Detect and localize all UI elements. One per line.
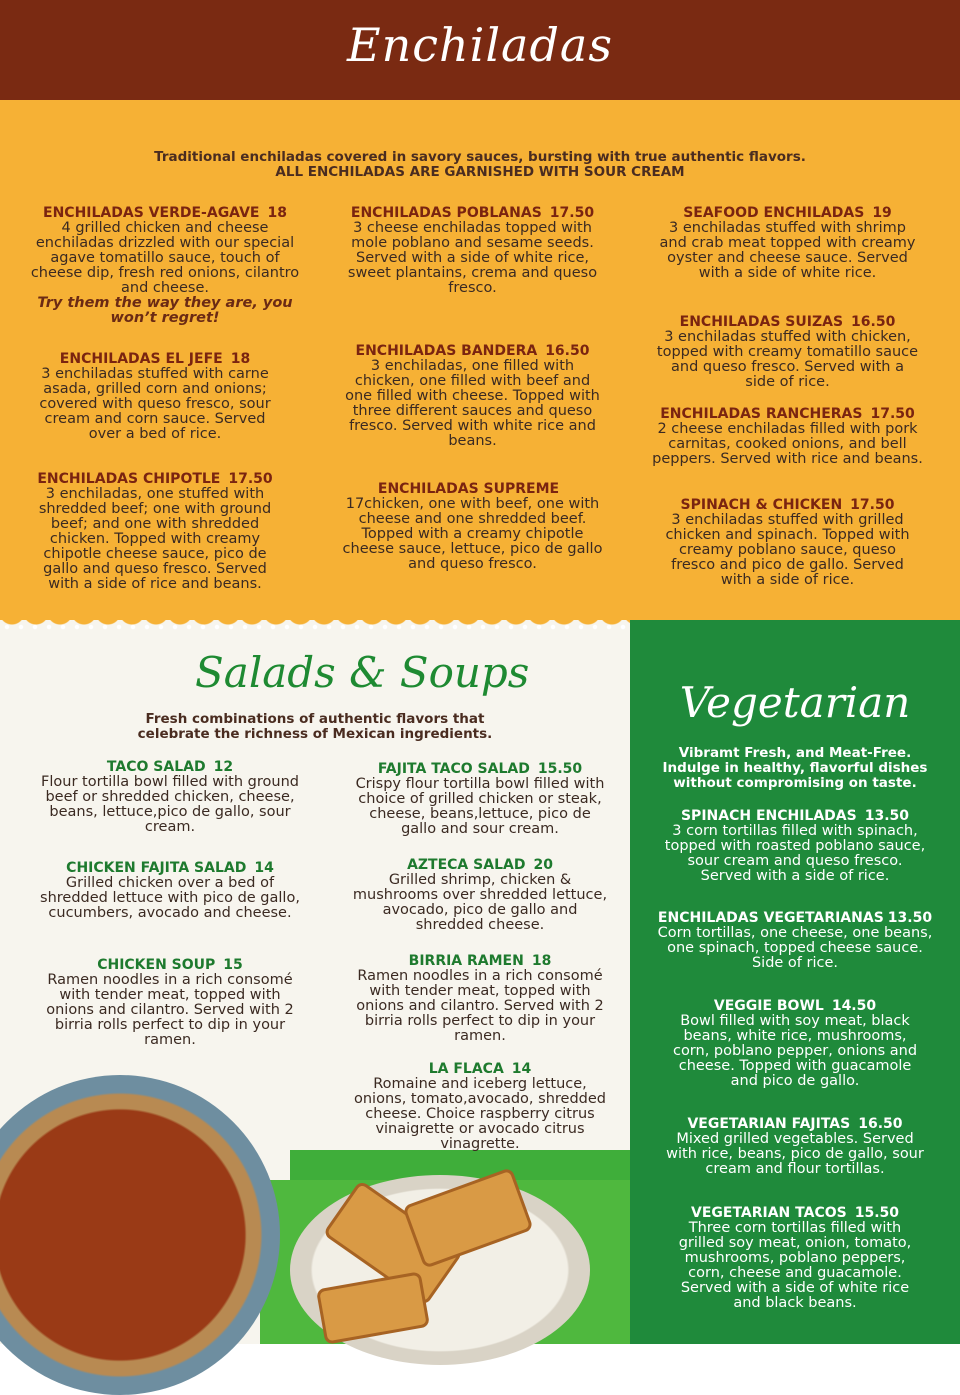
item-description: Crispy flour tortilla bowl filled with choice of grilled chicken or steak, cheese, beans,lettuce, pico de gallo and sour cream. [355,776,605,837]
item-name: ENCHILADAS RANCHERAS [660,406,863,422]
item-name: SEAFOOD ENCHILADAS [683,205,865,221]
item-price: 14 [254,860,274,876]
item-description: 3 enchiladas stuffed with shrimp and crab meat topped with creamy oyster and cheese sauce. Served with a side of white rice. [659,220,916,281]
item-description: Grilled chicken over a bed of shredded lettuce with pico de gallo, cucumbers, avocado and cheese. [40,875,300,921]
divider-dots [0,624,630,630]
item-price: 17.50 [549,205,595,221]
item-price: 20 [533,857,553,873]
item-name: ENCHILADAS CHIPOTLE [37,471,221,487]
item-name: ENCHILADAS VERDE-AGAVE [43,205,260,221]
item-name: AZTECA SALAD [407,857,526,873]
vegetarian-title: Vegetarian [679,678,911,727]
menu-item [35,958,305,1048]
menu-item [350,954,610,1044]
intro-line: Traditional enchiladas covered in savory sauces, bursting with true authentic flavors. [154,149,806,165]
item-price: 18 [230,351,251,367]
item-price: 19 [872,205,892,221]
item-description: 17chicken, one with beef, one with cheese and one shredded beef. Topped with a creamy chipotle cheese sauce, lettuce, pico de gallo and queso fresco. [342,496,603,572]
item-description: 2 cheese enchiladas filled with pork carnitas, cooked onions, and bell peppers. Served with rice and beans. [652,421,923,467]
item-price: 16.50 [851,314,896,330]
item-name: ENCHILADAS SUPREME [377,481,560,497]
item-price: 16.50 [545,343,590,359]
item-price: 17.50 [850,497,895,513]
menu-item [665,1117,925,1177]
item-price: 18 [267,205,287,221]
menu-item [650,407,925,467]
menu-item [350,762,610,837]
item-description: 3 enchiladas stuffed with carne asada, grilled corn and onions; covered with queso fresco, sour cream and corn sauce. Served over a bed of rice. [39,366,271,442]
item-name: VEGETARIAN TACOS [690,1205,847,1221]
intro-line: Fresh combinations of authentic flavors that [145,711,485,727]
menu-item [30,352,280,442]
menu-item [30,206,300,326]
item-name: FAJITA TACO SALAD [377,761,530,777]
item-description: Ramen noodles in a rich consomé with tender meat, topped with onions and cilantro. Served with 2 birria rolls perfect to dip in your ramen. [356,968,604,1044]
item-description: 3 enchiladas, one filled with chicken, one filled with beef and one filled with cheese. Topped with three different sauces and queso fresco. Served with white rice and beans. [345,358,600,449]
item-description: Grilled shrimp, chicken & mushrooms over shredded lettuce, avocado, pico de gallo and shredded cheese. [352,872,608,933]
menu-item [30,472,280,592]
enchiladas-title: Enchiladas [347,18,613,72]
item-name: VEGGIE BOWL [713,998,824,1014]
item-description: Flour tortilla bowl filled with ground beef or shredded chicken, cheese, beans, lettuce,pico de gallo, sour cream. [41,774,299,835]
menu-item [35,760,305,835]
menu-item [340,344,605,449]
salads-intro [130,712,500,742]
item-description: 3 corn tortillas filled with spinach, topped with roasted poblano sauce, sour cream and queso fresco. Served with a side of rice. [664,823,926,884]
item-description: Bowl filled with soy meat, black beans, white rice, mushrooms, corn, poblano pepper, onions and cheese. Topped with guacamole and pico de gallo. [672,1013,918,1089]
item-price: 15 [223,957,243,973]
item-description: Romaine and iceberg lettuce, onions, tomato,avocado, shredded cheese. Choice raspberry citrus vinaigrette or avocado citrus vinagrette. [354,1076,606,1152]
menu-item [655,315,920,390]
item-name: VEGETARIAN FAJITAS [687,1116,851,1132]
intro-line: celebrate the richness of Mexican ingredients. [137,726,493,742]
menu-item [655,498,920,588]
item-note: Try them the way they are, you won’t regret! [37,295,293,326]
item-name: ENCHILADAS POBLANAS [350,205,542,221]
item-price: 15.50 [537,761,583,777]
menu-item [660,809,930,884]
item-name: CHICKEN FAJITA SALAD [66,860,247,876]
item-name: BIRRIA RAMEN [408,953,524,969]
item-price: 13.50 [887,910,933,926]
item-name: ENCHILADAS EL JEFE [59,351,223,367]
item-name: TACO SALAD [106,759,206,775]
item-price: 15.50 [854,1205,900,1221]
item-description: 4 grilled chicken and cheese enchiladas drizzled with our special agave tomatillo sauce, touch of cheese dip, fresh red onions, cilantro and cheese. [30,220,300,296]
item-description: 3 enchiladas stuffed with grilled chicken and spinach. Topped with creamy poblano sauce, queso fresco and pico de gallo. Served with a side of rice. [665,512,910,588]
item-name: LA FLACA [428,1061,504,1077]
vegetarian-intro: Vibramt Fresh, and Meat-Free. Indulge in healthy, flavorful dishes without compromising on taste. [662,745,928,791]
item-name: SPINACH & CHICKEN [680,497,843,513]
item-description: Corn tortillas, one cheese, one beans, one spinach, topped cheese sauce. Side of rice. [657,925,933,971]
item-price: 18 [531,953,552,969]
item-name: ENCHILADAS BANDERA [355,343,538,359]
menu-item [665,999,925,1089]
item-price: 17.50 [870,406,915,422]
menu-item [345,1062,615,1152]
item-description: 3 cheese enchiladas topped with mole poblano and sesame seeds. Served with a side of white rice, sweet plantains, crema and queso fresco. [347,220,598,296]
enchiladas-intro [0,150,960,180]
item-price: 14.50 [831,998,877,1014]
intro-line: ALL ENCHILADAS ARE GARNISHED WITH SOUR CREAM [275,164,685,180]
item-description: Mixed grilled vegetables. Served with rice, beans, pico de gallo, sour cream and flour tortillas. [666,1131,924,1177]
item-price: 13.50 [864,808,910,824]
item-name: ENCHILADAS VEGETARIANAS [657,910,884,926]
item-name: SPINACH ENCHILADAS [680,808,857,824]
item-description: Ramen noodles in a rich consomé with tender meat, topped with onions and cilantro. Served with 2 birria rolls perfect to dip in your ramen. [46,972,294,1048]
menu-item [350,858,610,933]
salads-title: Salads & Soups [195,648,530,697]
item-name: ENCHILADAS SUIZAS [679,314,844,330]
item-price: 14 [511,1061,532,1077]
item-price: 12 [213,759,234,775]
item-description: 3 enchiladas stuffed with chicken, topped with creamy tomatillo sauce and queso fresco. Served with a side of rice. [656,329,919,390]
item-name: CHICKEN SOUP [97,957,216,973]
item-price: 16.50 [858,1116,903,1132]
menu-item [35,861,305,921]
menu-item [340,482,605,572]
menu-item [340,206,605,296]
item-description: 3 enchiladas, one stuffed with shredded beef; one with ground beef; and one with shredded chicken. Topped with creamy chipotle cheese sauce, pico de gallo and queso fresco. Served with a side of rice and beans. [38,486,272,592]
menu-item [650,911,940,971]
menu-item [655,206,920,281]
menu-item [665,1206,925,1311]
item-description: Three corn tortillas filled with grilled soy meat, onion, tomato, mushrooms, poblano peppers, corn, cheese and guacamole. Served with a side of white rice and black beans. [678,1220,912,1311]
item-price: 17.50 [228,471,273,487]
